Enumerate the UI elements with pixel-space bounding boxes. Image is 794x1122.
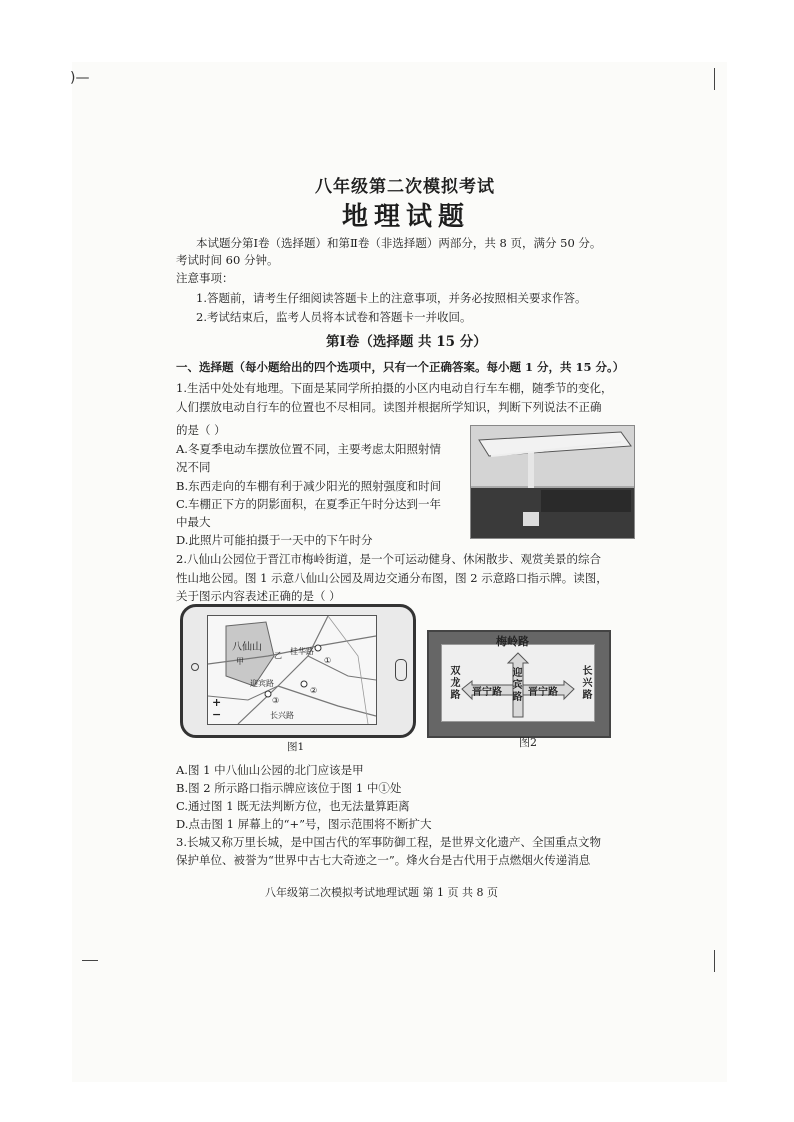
marker-1: ① [324, 656, 332, 665]
q2-stem-1: 2.八仙山公园位于晋江市梅岭街道，是一个可运动健身、休闲散步、观赏美景的综合 [176, 552, 601, 566]
notice-1: 1.答题前，请考生仔细阅读答题卡上的注意事项，并务必按照相关要求作答。 [196, 291, 587, 305]
corner-mark-top: )— [70, 70, 90, 86]
q1-option-a-2: 况不同 [176, 460, 211, 474]
sign-far-left-road: 双龙路 [448, 665, 459, 701]
q1-option-d: D.此照片可能拍摄于一天中的下午时分 [176, 533, 373, 547]
sign-center-road: 迎宾路 [510, 667, 521, 703]
q1-option-c-2: 中最大 [176, 515, 211, 529]
q1-stem-1: 1.生活中处处有地理。下面是某同学所拍摄的小区内电动自行车车棚，随季节的变化， [176, 381, 613, 395]
q2-option-a: A.图 1 中八仙山公园的北门应该是甲 [176, 763, 364, 777]
road-network [208, 616, 376, 724]
figure1-phone-map [180, 604, 416, 738]
figure2-road-sign [427, 630, 611, 738]
q1-option-a-1: A.冬夏季电动车摆放位置不同，主要考虑太阳照射情 [176, 442, 441, 456]
part1-title: 第Ⅰ卷（选择题 共 15 分） [326, 334, 487, 350]
sign-left-road: 晋宁路 [472, 687, 502, 698]
figure1-caption: 图1 [287, 741, 305, 753]
q2-option-b: B.图 2 所示路口指示牌应该位于图 1 中①处 [176, 781, 402, 795]
sign-right-road: 晋宁路 [528, 687, 558, 698]
edge-mark-bottom-left [82, 960, 98, 961]
marker-2: ② [310, 686, 318, 695]
q3-stem-1: 3.长城又称万里长城，是中国古代的军事防御工程，是世界文化遗产、全国重点文物 [176, 835, 601, 849]
road-changxing: 长兴路 [270, 711, 294, 720]
q2-stem-2: 性山地公园。图 1 示意八仙山公园及周边交通分布图，图 2 示意路口指示牌。读图， [176, 571, 608, 585]
q1-stem-3: 的是（ ） [176, 423, 226, 437]
intro-line-2: 考试时间 60 分钟。 [176, 253, 279, 267]
road-yingbin: 迎宾路 [250, 679, 274, 688]
section-title: 一、选择题（每小题给出的四个选项中，只有一个正确答案。每小题 1 分，共 15 分。） [176, 360, 625, 374]
q2-option-d: D.点击图 1 屏幕上的“+”号，图示范围将不断扩大 [176, 817, 432, 831]
edge-mark-right [714, 68, 715, 90]
zoom-in-icon[interactable]: + [212, 696, 222, 709]
gate-jia: 甲 [236, 657, 244, 666]
marker-3: ③ [272, 696, 280, 705]
road-guihua: 桂华路 [290, 647, 314, 656]
map-screen [207, 615, 377, 725]
sign-top-road: 梅岭路 [496, 635, 529, 648]
q1-stem-2: 人们摆放电动自行车的位置也不尽相同。读图并根据所学知识，判断下列说法不正确 [176, 400, 602, 414]
q3-stem-2: 保护单位、被誉为“世界中古七大奇迹之一”。烽火台是古代用于点燃烟火传递消息 [176, 853, 591, 867]
carport-photo [470, 425, 635, 539]
subject-title: 地理试题 [342, 202, 471, 232]
exam-title: 八年级第二次模拟考试 [315, 177, 495, 197]
park-label: 八仙山 [232, 642, 262, 653]
sign-far-right-road: 长兴路 [580, 665, 591, 701]
phone-button-icon [395, 659, 407, 681]
notice-2: 2.考试结束后，监考人员将本试卷和答题卡一并收回。 [196, 310, 472, 324]
q1-option-b: B.东西走向的车棚有利于减少阳光的照射强度和时间 [176, 479, 442, 493]
zoom-out-icon[interactable]: − [212, 708, 222, 721]
gate-yi: 乙 [274, 651, 282, 660]
phone-speaker-icon [191, 663, 199, 671]
figure2-caption: 图2 [519, 736, 537, 749]
intro-line-1: 本试题分第Ⅰ卷（选择题）和第Ⅱ卷（非选择题）两部分，共 8 页，满分 50 分。 [196, 236, 602, 250]
q2-option-c: C.通过图 1 既无法判断方位，也无法量算距离 [176, 799, 410, 813]
sign-panel [441, 635, 595, 722]
notice-title: 注意事项： [176, 271, 234, 285]
page-footer: 八年级第二次模拟考试地理试题 第 1 页 共 8 页 [265, 886, 498, 899]
q2-stem-3: 关于图示内容表述正确的是（ ） [176, 589, 341, 603]
edge-mark-bottom-right [714, 950, 715, 972]
carport-illustration [471, 426, 634, 538]
q1-option-c-1: C.车棚正下方的阴影面积，在夏季正午时分达到一年 [176, 497, 442, 511]
